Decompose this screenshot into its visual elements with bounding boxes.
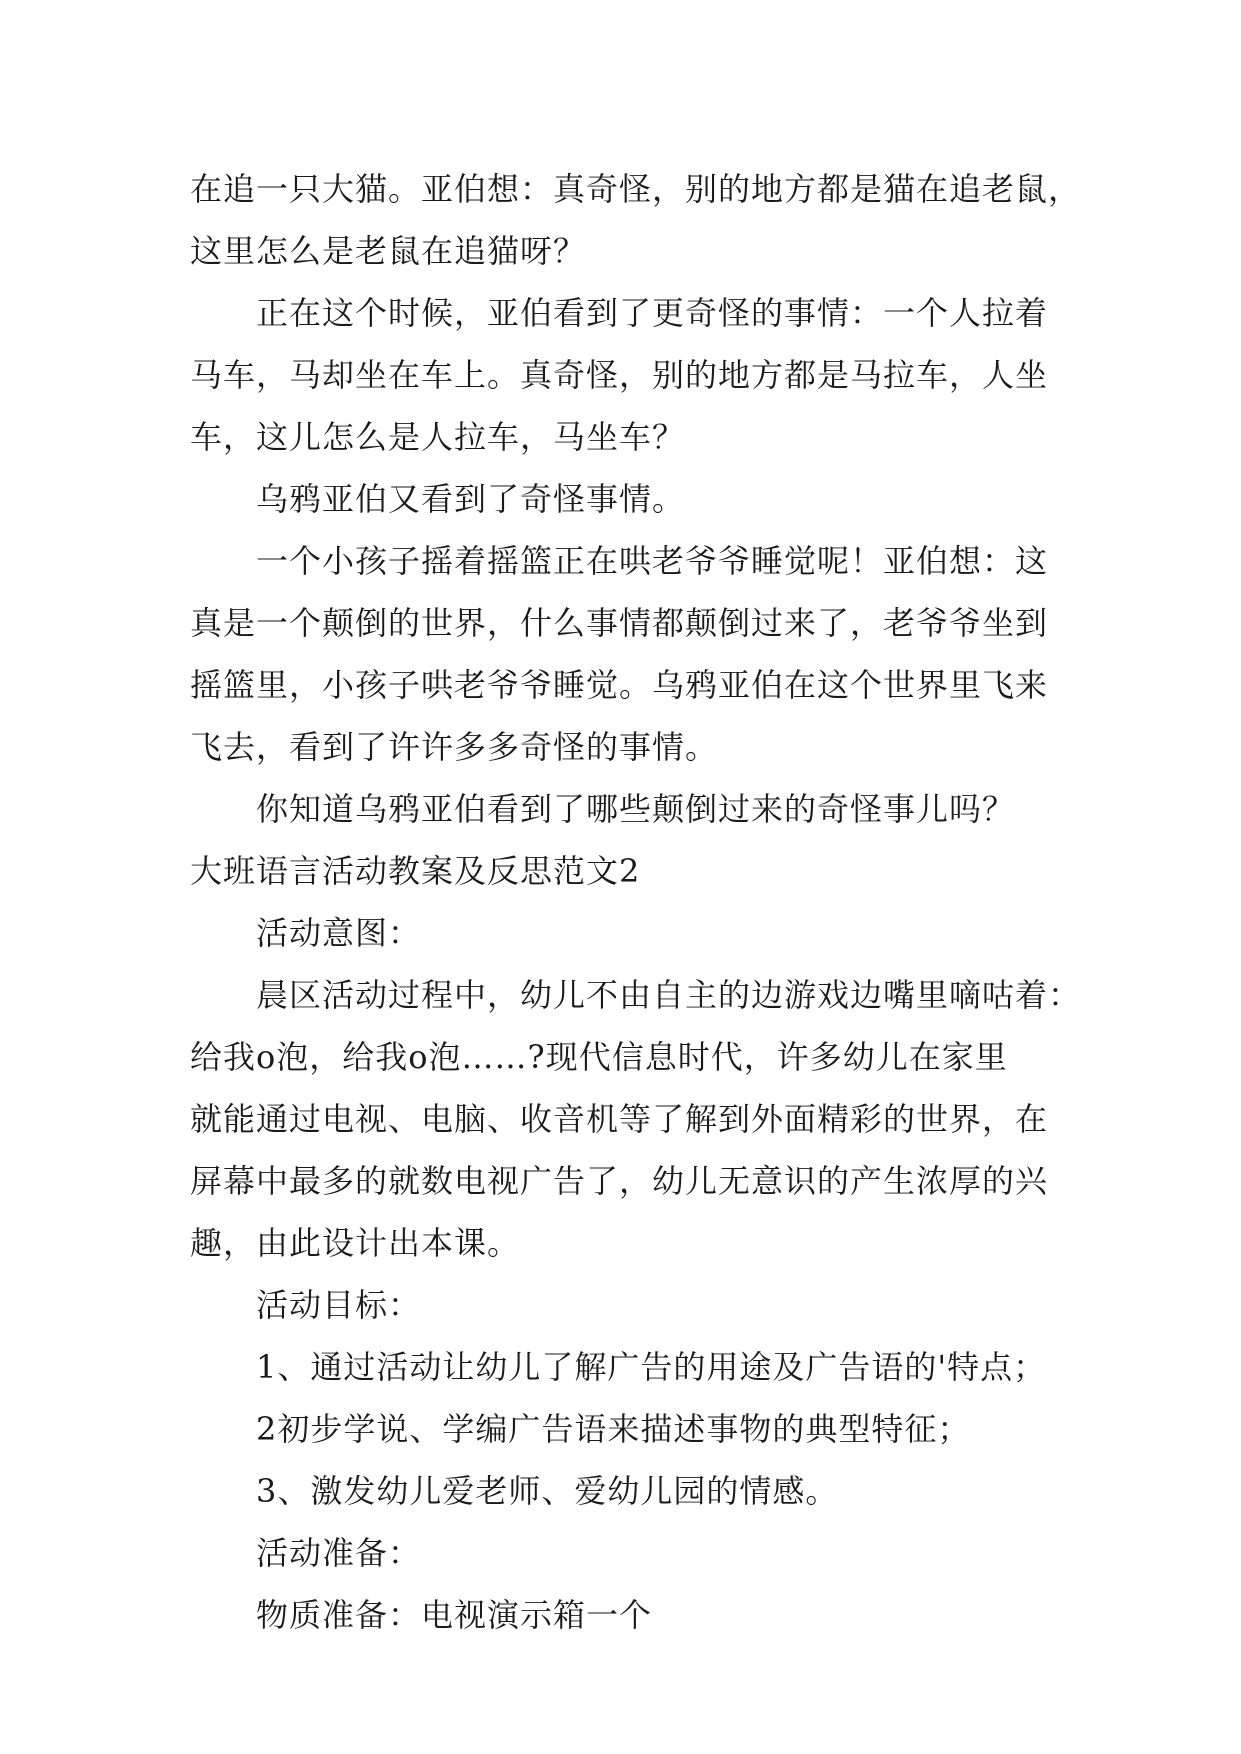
- paragraph-line: 晨区活动过程中，幼儿不由自主的边游戏边嘴里嘀咕着：: [256, 976, 1082, 1014]
- text-line: 这里怎么是老鼠在追猫呀？: [190, 232, 587, 270]
- text-line: 屏幕中最多的就数电视广告了，幼儿无意识的产生浓厚的兴: [190, 1162, 1049, 1200]
- paragraph-line: 物质准备：电视演示箱一个: [256, 1596, 653, 1634]
- text-line: 马车，马却坐在车上。真奇怪，别的地方都是马拉车，人坐: [190, 356, 1049, 394]
- paragraph-line: 乌鸦亚伯又看到了奇怪事情。: [256, 480, 686, 518]
- paragraph-line: 正在这个时候，亚伯看到了更奇怪的事情：一个人拉着: [256, 294, 1049, 332]
- text-line: 就能通过电视、电脑、收音机等了解到外面精彩的世界，在: [190, 1100, 1049, 1138]
- list-item: 2初步学说、学编广告语来描述事物的典型特征；: [256, 1410, 971, 1448]
- subheading: 活动准备：: [256, 1534, 422, 1572]
- text-line: 给我o泡，给我o泡……?现代信息时代，许多幼儿在家里: [190, 1038, 1008, 1076]
- text-line: 真是一个颠倒的世界，什么事情都颠倒过来了，老爷爷坐到: [190, 604, 1049, 642]
- subheading: 活动目标：: [256, 1286, 422, 1324]
- text-line: 在追一只大猫。亚伯想：真奇怪，别的地方都是猫在追老鼠，: [190, 170, 1082, 208]
- list-item: 3、激发幼儿爱老师、爱幼儿园的情感。: [256, 1472, 839, 1510]
- text-line: 趣，由此设计出本课。: [190, 1224, 521, 1262]
- paragraph-line: 你知道乌鸦亚伯看到了哪些颠倒过来的奇怪事儿吗？: [256, 790, 1016, 828]
- text-line: 车，这儿怎么是人拉车，马坐车？: [190, 418, 686, 456]
- text-line: 飞去，看到了许许多多奇怪的事情。: [190, 728, 719, 766]
- document-page: [190, 158, 1082, 1646]
- list-item: 1、通过活动让幼儿了解广告的用途及广告语的'特点；: [256, 1348, 1047, 1386]
- section-heading: 大班语言活动教案及反思范文2: [190, 852, 641, 890]
- text-line: 摇篮里，小孩子哄老爷爷睡觉。乌鸦亚伯在这个世界里飞来: [190, 666, 1049, 704]
- subheading: 活动意图：: [256, 914, 422, 952]
- paragraph-line: 一个小孩子摇着摇篮正在哄老爷爷睡觉呢！亚伯想：这: [256, 542, 1049, 580]
